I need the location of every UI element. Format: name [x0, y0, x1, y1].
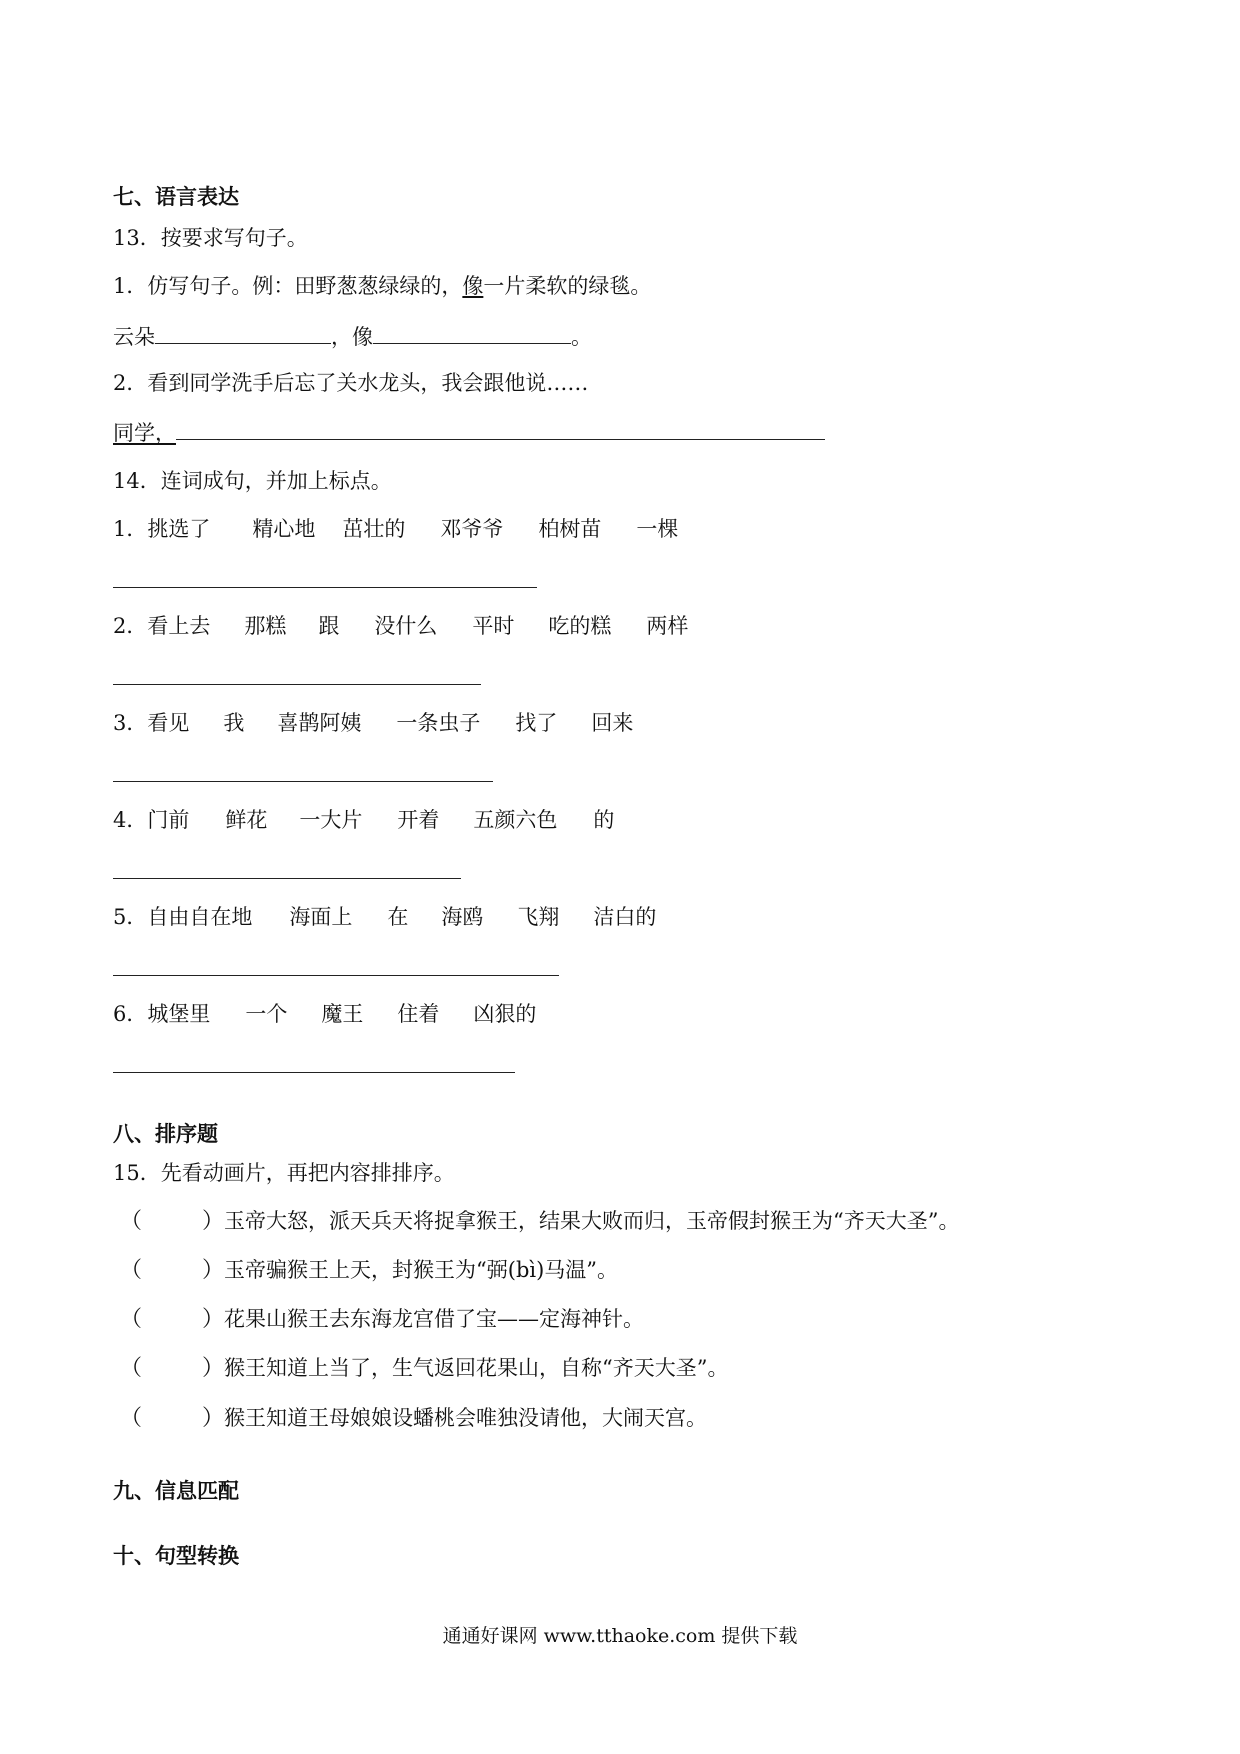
fill-start-text: 云朵 [113, 325, 155, 349]
answer-blank-item-2[interactable] [176, 421, 825, 440]
q15-order-item-5 [120, 1408, 707, 1430]
word: 一条虫子 [396, 711, 481, 735]
word: 看上去 [147, 614, 211, 638]
word: 茁壮的 [342, 517, 406, 541]
answer-paren-close: ） [202, 1406, 225, 1431]
answer-paren-open[interactable]: （ [120, 1406, 143, 1431]
word: 海面上 [289, 905, 353, 929]
answer-paren-open[interactable]: （ [120, 1258, 143, 1283]
answer-paren-close: ） [202, 1307, 225, 1332]
word: 挑选了 [147, 517, 211, 541]
item-number: 6． [113, 1002, 148, 1026]
word: 柏树苗 [538, 517, 602, 541]
word: 看见 [147, 711, 190, 735]
word: 吃的糕 [548, 614, 612, 638]
section-heading-7: 七、语言表达 [113, 185, 239, 209]
answer-blank-q14-6[interactable] [113, 1072, 515, 1073]
word: 魔王 [321, 1002, 364, 1026]
item-number: 1． [113, 517, 148, 541]
word: 在 [387, 905, 409, 929]
page-footer: 通通好课网 www.tthaoke.com 提供下载 [442, 1625, 798, 1647]
section-heading-10: 十、句型转换 [113, 1544, 239, 1568]
q15-order-item-1 [120, 1211, 960, 1233]
word: 一个 [245, 1002, 288, 1026]
word: 的 [593, 808, 615, 832]
word: 鲜花 [225, 808, 268, 832]
fill-mid-text: ，像 [331, 325, 373, 349]
word: 平时 [472, 614, 515, 638]
word: 找了 [515, 711, 558, 735]
item-number: 3． [113, 711, 148, 735]
q15-order-item-2 [120, 1260, 618, 1282]
answer-paren-close: ） [202, 1258, 225, 1283]
q14-item-1 [113, 519, 678, 540]
answer-blank-q14-1[interactable] [113, 587, 537, 588]
word: 城堡里 [147, 1002, 211, 1026]
item-number: 5． [113, 905, 148, 929]
order-item-text: 花果山猴王去东海龙宫借了宝——定海神针。 [224, 1307, 645, 1331]
q14-item-3 [113, 713, 633, 734]
question-13-fill-line [113, 325, 592, 348]
fill-blank-2[interactable] [373, 325, 571, 344]
word: 精心地 [252, 517, 316, 541]
word: 自由自在地 [147, 905, 253, 929]
question-13-title: 13．按要求写句子。 [113, 226, 308, 250]
word: 开着 [397, 808, 440, 832]
order-item-text: 猴王知道上当了，生气返回花果山，自称“齐天大圣”。 [224, 1356, 729, 1380]
word: 邓爷爷 [440, 517, 504, 541]
word: 五颜六色 [473, 808, 558, 832]
item-1-prefix: 1．仿写句子。例：田野葱葱绿绿的， [113, 274, 463, 298]
word: 一大片 [299, 808, 363, 832]
item-2-start-text: 同学， [113, 421, 176, 445]
fill-end-text: 。 [571, 325, 592, 349]
answer-paren-open[interactable]: （ [120, 1356, 143, 1381]
q14-item-2 [113, 616, 688, 637]
word: 没什么 [374, 614, 438, 638]
answer-blank-q14-3[interactable] [113, 781, 493, 782]
item-number: 2． [113, 614, 148, 638]
item-1-underlined-word: 像 [462, 274, 484, 298]
answer-paren-open[interactable]: （ [120, 1209, 143, 1234]
section-heading-9: 九、信息匹配 [113, 1479, 239, 1503]
word: 回来 [591, 711, 634, 735]
section-heading-8: 八、排序题 [113, 1122, 218, 1146]
question-15-title: 15．先看动画片，再把内容排排序。 [113, 1161, 455, 1185]
word: 海鸥 [441, 905, 484, 929]
word: 洁白的 [593, 905, 657, 929]
fill-blank-1[interactable] [155, 325, 331, 344]
word: 那糕 [244, 614, 287, 638]
question-13-item-2-answer-line [113, 421, 825, 444]
order-item-text: 玉帝大怒，派天兵天将捉拿猴王，结果大败而归，玉帝假封猴王为“齐天大圣”。 [224, 1209, 960, 1233]
item-1-suffix: 一片柔软的绿毯。 [483, 274, 652, 298]
question-13-item-1 [113, 276, 651, 297]
word: 喜鹊阿姨 [277, 711, 362, 735]
order-item-text: 玉帝骗猴王上天，封猴王为“弼(bì)马温”。 [224, 1258, 619, 1282]
question-13-item-2: 2．看到同学洗手后忘了关水龙头，我会跟他说…… [113, 371, 589, 395]
word: 一棵 [636, 517, 679, 541]
word: 住着 [397, 1002, 440, 1026]
answer-blank-q14-5[interactable] [113, 975, 559, 976]
word: 跟 [318, 614, 340, 638]
q14-item-6 [113, 1004, 536, 1025]
answer-paren-close: ） [202, 1356, 225, 1381]
item-number: 4． [113, 808, 148, 832]
q15-order-item-3 [120, 1309, 644, 1331]
q15-order-item-4 [120, 1358, 729, 1380]
order-item-text: 猴王知道王母娘娘设蟠桃会唯独没请他，大闹天宫。 [224, 1406, 708, 1430]
answer-blank-q14-2[interactable] [113, 684, 481, 685]
question-14-title: 14．连词成句，并加上标点。 [113, 469, 392, 493]
word: 我 [223, 711, 245, 735]
answer-blank-q14-4[interactable] [113, 878, 461, 879]
q14-item-5 [113, 907, 656, 928]
word: 两样 [646, 614, 689, 638]
answer-paren-open[interactable]: （ [120, 1307, 143, 1332]
word: 门前 [147, 808, 190, 832]
word: 凶狠的 [473, 1002, 537, 1026]
word: 飞翔 [517, 905, 560, 929]
q14-item-4 [113, 810, 614, 831]
answer-paren-close: ） [202, 1209, 225, 1234]
